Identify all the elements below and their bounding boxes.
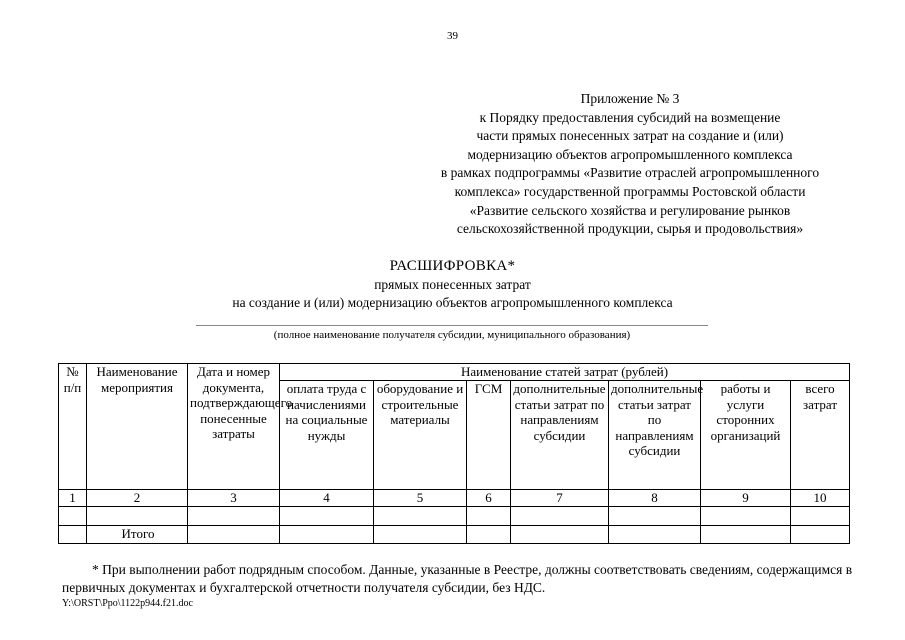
column-number: 4: [280, 490, 374, 507]
header-no: № п/п: [59, 364, 87, 490]
header-labor: оплата труда с начислениями на социальные нужды: [280, 381, 374, 490]
table-cell: [59, 526, 87, 544]
column-number: 8: [609, 490, 701, 507]
header-document: Дата и номер документа, подтверждающего понесенные затраты: [188, 364, 280, 490]
table-cell: [701, 526, 791, 544]
table-cell: [87, 507, 188, 526]
header-cost-items: Наименование статей затрат (рублей): [280, 364, 850, 381]
appendix-line: комплекса» государственной программы Ростовской области: [454, 183, 806, 199]
table-cell: [467, 507, 511, 526]
header-additional-1: дополнительные статьи затрат по направлениям субсидии: [511, 381, 609, 490]
table-cell: [511, 507, 609, 526]
table-row: [59, 507, 850, 526]
column-number: 9: [701, 490, 791, 507]
header-activity: Наименование мероприятия: [87, 364, 188, 490]
document-title: РАСШИФРОВКА*: [389, 258, 516, 274]
column-number: 6: [467, 490, 511, 507]
column-number: 1: [59, 490, 87, 507]
header-total-costs: всего затрат: [791, 381, 850, 490]
appendix-line: «Развитие сельского хозяйства и регулирование рынков: [469, 202, 791, 218]
appendix-line: модернизацию объектов агропромышленного комплекса: [467, 146, 793, 162]
column-number: 10: [791, 490, 850, 507]
total-label: Итого: [87, 526, 188, 544]
table-cell: [791, 526, 850, 544]
appendix-header: [410, 90, 850, 239]
document-subtitle: прямых понесенных затрат: [374, 277, 531, 292]
recipient-name-line: [196, 325, 708, 326]
table-cell: [374, 507, 467, 526]
appendix-line: части прямых понесенных затрат на создание и (или): [476, 128, 784, 144]
column-number: 3: [188, 490, 280, 507]
header-additional-2: дополнительные статьи затрат по направлениям субсидии: [609, 381, 701, 490]
column-number: 5: [374, 490, 467, 507]
appendix-line: сельскохозяйственной продукции, сырья и продовольствия»: [456, 221, 804, 237]
table-cell: [701, 507, 791, 526]
footnote: * При выполнении работ подрядным способом. Данные, указанные в Реестре, должны соответствовать сведениям, содержащимся в первичных документах и бухгалтерской отчетности получателя субсидии, без НДС.: [62, 562, 853, 595]
total-row: [59, 526, 850, 544]
appendix-line: Приложение № 3: [580, 91, 680, 106]
recipient-caption: (полное наименование получателя субсидии, муниципального образования): [273, 329, 631, 341]
table-cell: [188, 526, 280, 544]
table-cell: [188, 507, 280, 526]
table-cell: [374, 526, 467, 544]
column-number: 2: [87, 490, 188, 507]
header-services: работы и услуги сторонних организаций: [701, 381, 791, 490]
table-cell: [791, 507, 850, 526]
table-cell: [280, 526, 374, 544]
table-cell: [280, 507, 374, 526]
table-cell: [609, 507, 701, 526]
column-number: 7: [511, 490, 609, 507]
header-fuel: ГСМ: [467, 381, 511, 490]
table-cell: [609, 526, 701, 544]
appendix-line: в рамках подпрограммы «Развитие отраслей агропромышленного: [440, 165, 820, 181]
file-path: Y:\ORST\Ppo\1122p944.f21.doc: [62, 598, 193, 609]
table-cell: [467, 526, 511, 544]
document-subtitle-2: на создание и (или) модернизацию объектов агропромышленного комплекса: [232, 295, 673, 310]
page-number: 39: [447, 30, 458, 42]
costs-table: [58, 363, 850, 544]
table-cell: [511, 526, 609, 544]
appendix-line: к Порядку предоставления субсидий на возмещение: [479, 109, 781, 125]
header-equipment: оборудование и строительные материалы: [374, 381, 467, 490]
table-cell: [59, 507, 87, 526]
